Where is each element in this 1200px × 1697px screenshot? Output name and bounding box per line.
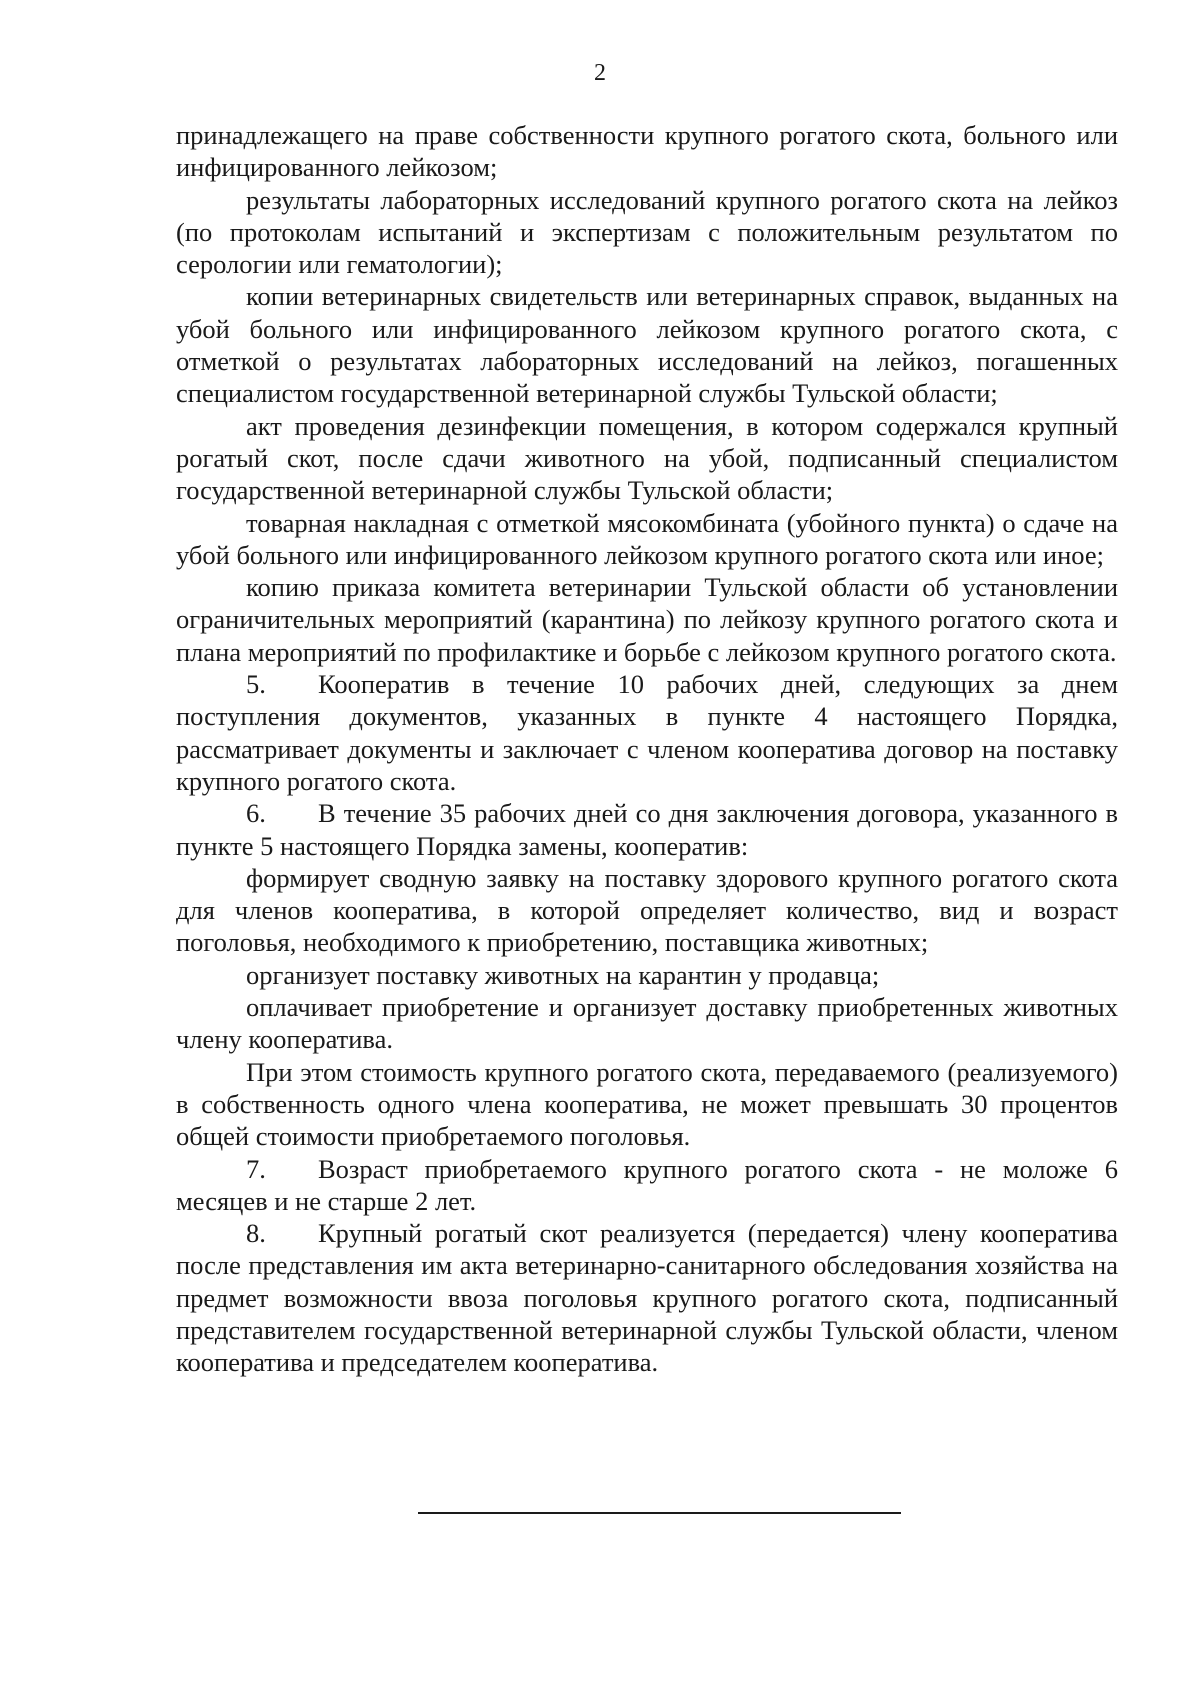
item-text: Кооператив в течение 10 рабочих дней, следующих за днем поступления документов, указанных в пункте 4 настоящего Порядка, рассматривает документы и заключает с членом кооператива договор на поставку крупного рогатого скота. <box>176 669 1118 796</box>
end-of-document-rule <box>418 1512 901 1514</box>
item-number: 6. <box>246 798 266 829</box>
document-body <box>176 119 1118 1379</box>
item-number: 5. <box>246 669 266 700</box>
paragraph-item-5 <box>176 668 1118 797</box>
paragraph-quarantine-delivery: организует поставку животных на карантин у продавца; <box>246 959 880 990</box>
paragraph-order-copy: копию приказа комитета ветеринарии Тульской области об установлении ограничительных мероприятий (карантина) по лейкозу крупного рогатого скота и плана мероприятий по профилактике и борьбе с лейкозом крупного рогатого скота. <box>176 572 1118 667</box>
page-number: 2 <box>594 60 606 86</box>
paragraph-waybill: товарная накладная с отметкой мясокомбината (убойного пункта) о сдаче на убой больного или инфицированного лейкозом крупного рогатого скота или иное; <box>176 507 1118 570</box>
paragraph-item-8 <box>176 1217 1118 1378</box>
paragraph-continuation: принадлежащего на праве собственности крупного рогатого скота, больного или инфицированного лейкозом; <box>176 120 1118 183</box>
item-number: 7. <box>246 1153 266 1184</box>
paragraph-item-7 <box>176 1153 1118 1218</box>
paragraph-vet-certificates: копии ветеринарных свидетельств или ветеринарных справок, выданных на убой больного или инфицированного лейкозом крупного рогатого скота, с отметкой о результатах лабораторных исследований на лейкоз, погашенных специалистом государственной ветеринарной службы Тульской области; <box>176 281 1118 409</box>
paragraph-cost-limit: При этом стоимость крупного рогатого скота, передаваемого (реализуемого) в собственность одного члена кооператива, не может превышать 30 процентов общей стоимости приобретаемого поголовья. <box>176 1056 1118 1152</box>
paragraph-payment: оплачивает приобретение и организует доставку приобретенных животных члену кооператива. <box>176 992 1118 1055</box>
item-number: 8. <box>246 1218 266 1249</box>
item-text: В течение 35 рабочих дней со дня заключения договора, указанного в пункте 5 настоящего Порядка замены, кооператив: <box>176 798 1118 861</box>
paragraph-lab-results: результаты лабораторных исследований крупного рогатого скота на лейкоз (по протоколам испытаний и экспертизам с положительным результатом по серологии или гематологии); <box>176 184 1118 280</box>
paragraph-disinfection-act: акт проведения дезинфекции помещения, в котором содержался крупный рогатый скот, после сдачи животного на убой, подписанный специалистом государственной ветеринарной службы Тульской области; <box>176 410 1118 506</box>
paragraph-item-6 <box>176 797 1118 862</box>
item-text: Крупный рогатый скот реализуется (передается) члену кооператива после представления им акта ветеринарно-санитарного обследования хозяйства на предмет возможности ввоза поголовья крупного рогатого скота, подписанный представителем государственной ветеринарной службы Тульской области, членом кооператива и председателем кооператива. <box>176 1218 1118 1378</box>
paragraph-consolidated-request: формирует сводную заявку на поставку здорового крупного рогатого скота для членов кооператива, в которой определяет количество, вид и возраст поголовья, необходимого к приобретению, поставщика животных; <box>176 862 1118 958</box>
item-text: Возраст приобретаемого крупного рогатого скота - не моложе 6 месяцев и не старше 2 лет. <box>176 1153 1118 1216</box>
